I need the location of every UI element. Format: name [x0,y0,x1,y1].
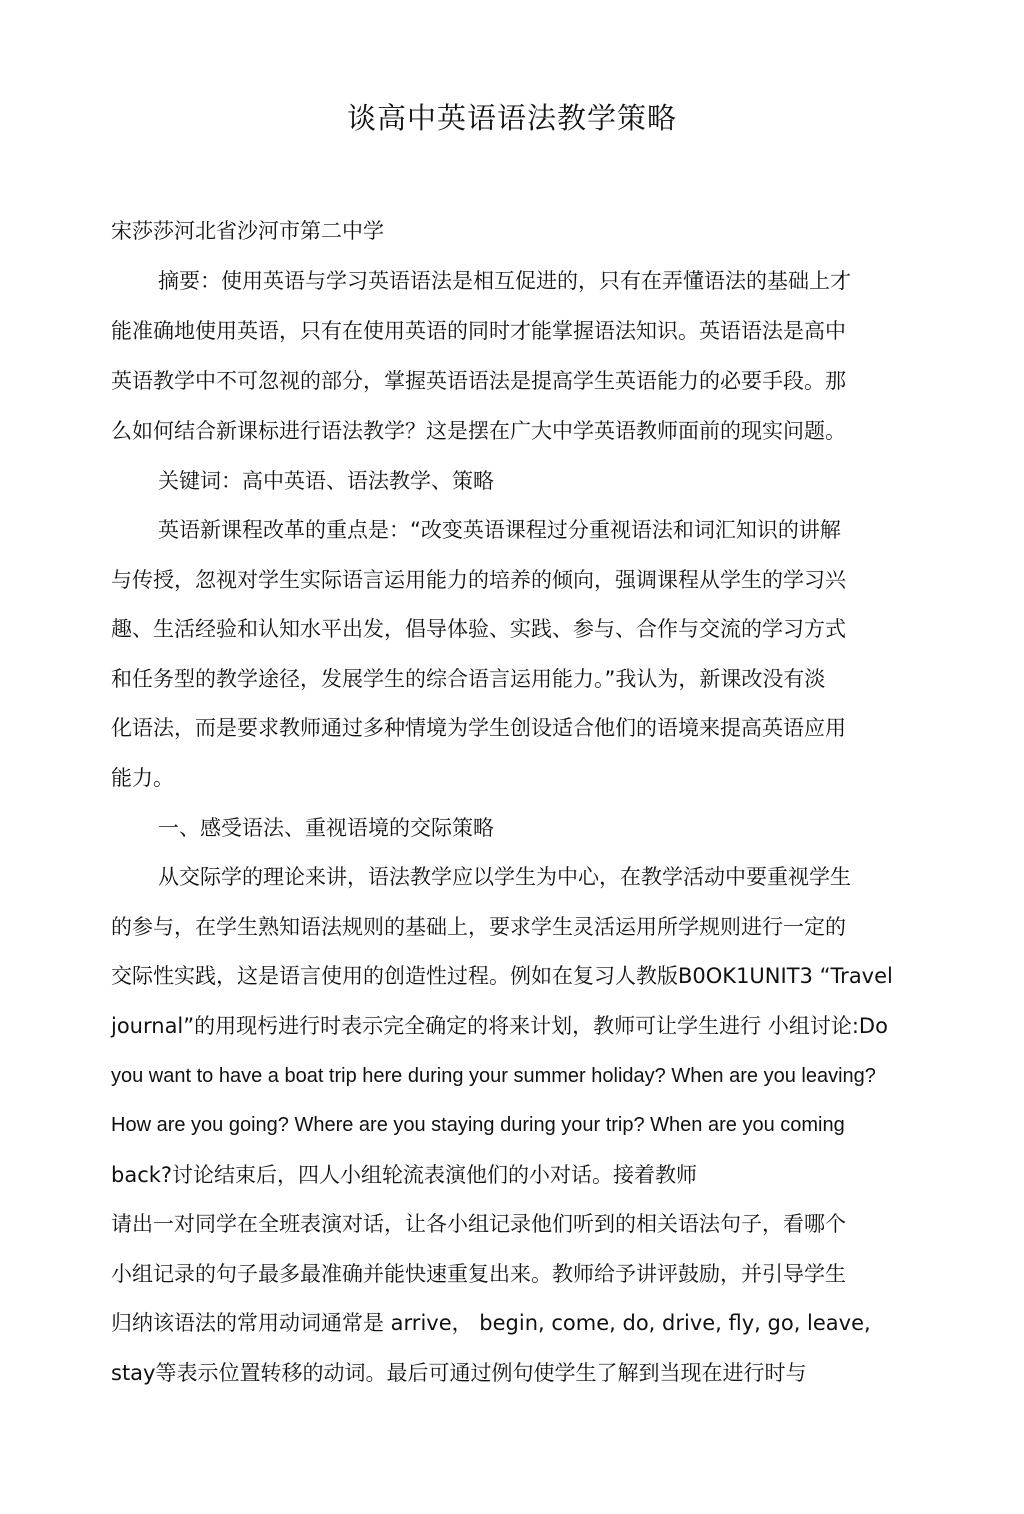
abstract-line-2: 能准确地使用英语，只有在使用英语的同时才能掌握语法知识。英语语法是高中 [111,319,846,343]
body-line-12: How are you going? Where are you staying during your trip? When are you coming [111,1114,845,1136]
abstract-line-1: 摘要：使用英语与学习英语语法是相互促进的，只有在弄懂语法的基础上才 [158,269,851,293]
body-line-6: 能力。 [111,766,174,790]
body-line-15: 小组记录的句子最多最准确并能快速重复出来。教师给予讲评鼓励，并引导学生 [111,1262,846,1286]
document-title: 谈高中英语语法教学策略 [346,101,677,135]
abstract-line-3: 英语教学中不可忽视的部分，掌握英语语法是提高学生英语能力的必要手段。那 [111,369,846,393]
body-line-13: back?讨论结束后，四人小组轮流表演他们的小对话。接着教师 [111,1163,698,1187]
body-line-17: stay等表示位置转移的动词。最后可通过例句使学生了解到当现在进行时与 [111,1361,807,1385]
keywords-line: 关键词：高中英语、语法教学、策略 [158,469,494,493]
section-heading-1: 一、感受语法、重视语境的交际策略 [158,816,494,840]
author-line: 宋莎莎河北省沙河市第二中学 [111,219,384,243]
body-line-1: 英语新课程改革的重点是：“改变英语课程过分重视语法和词汇知识的讲解 [158,518,841,542]
body-line-2: 与传授，忽视对学生实际语言运用能力的培养的倾向，强调课程从学生的学习兴 [111,568,846,592]
body-line-7: 从交际学的理论来讲，语法教学应以学生为中心，在教学活动中要重视学生 [158,865,851,889]
body-line-3: 趣、生活经验和认知水平出发，倡导体验、实践、参与、合作与交流的学习方式 [111,617,846,641]
body-line-9: 交际性实践，这是语言使用的创造性过程。例如在复习人教版B0OK1UNIT3 “Travel [111,964,893,988]
body-line-14: 请出一对同学在全班表演对话，让各小组记录他们听到的相关语法句子，看哪个 [111,1212,846,1236]
body-line-8: 的参与，在学生熟知语法规则的基础上，要求学生灵活运用所学规则进行一定的 [111,915,846,939]
abstract-line-4: 么如何结合新课标进行语法教学？这是摆在广大中学英语教师面前的现实问题。 [111,419,846,443]
body-line-5: 化语法，而是要求教师通过多种情境为学生创设适合他们的语境来提高英语应用 [111,716,846,740]
body-line-4: 和任务型的教学途径，发展学生的综合语言运用能力。”我认为，新课改没有淡 [111,667,826,691]
body-line-10: journal”的用现杇进行时表示完全确定的将来计划，教师可让学生进行 小组讨论:Do [111,1014,888,1038]
body-line-11: you want to have a boat trip here during your summer holiday? When are you leaving? [111,1065,876,1087]
body-line-16: 归纳该语法的常用动词通常是 arrive， begin, come, do, drive, fly, go, leave, [111,1311,871,1335]
